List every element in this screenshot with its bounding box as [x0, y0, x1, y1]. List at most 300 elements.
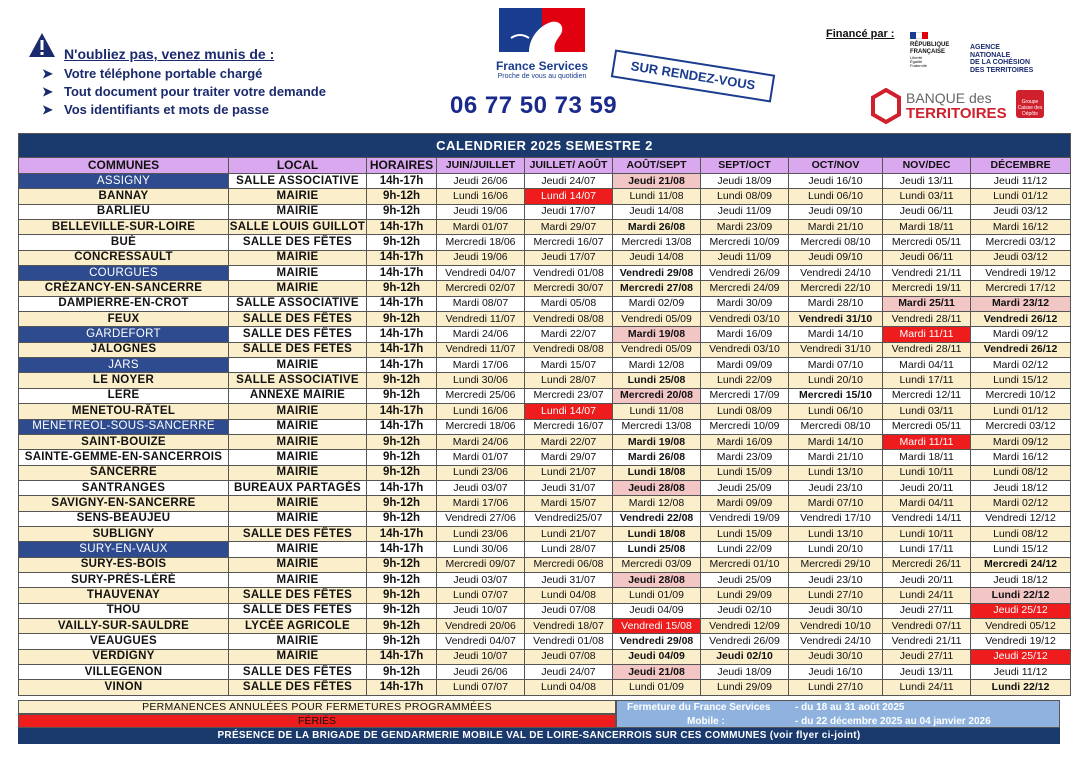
- date-cell: Jeudi 14/08: [613, 250, 701, 265]
- date-cell: Jeudi 23/10: [789, 572, 883, 587]
- date-cell: Vendredi 15/08: [613, 618, 701, 633]
- date-cell: Lundi 10/11: [883, 465, 971, 480]
- commune-cell: BANNAY: [19, 189, 229, 204]
- date-cell: Vendredi 22/08: [613, 511, 701, 526]
- date-cell: Jeudi 04/09: [613, 649, 701, 664]
- date-cell: Lundi 11/08: [613, 404, 701, 419]
- date-cell: Vendredi 26/09: [701, 266, 789, 281]
- date-cell: Vendredi 26/12: [971, 342, 1071, 357]
- date-cell: Vendredi 12/12: [971, 511, 1071, 526]
- date-cell: Vendredi25/07: [525, 511, 613, 526]
- republique-francaise-logo: RÉPUBLIQUE FRANÇAISE Liberté Égalité Fraternité: [910, 32, 966, 68]
- local-cell: SALLE DES FÊTES: [229, 588, 367, 603]
- date-cell: Mardi 25/11: [883, 296, 971, 311]
- date-cell: Lundi 01/09: [613, 680, 701, 695]
- date-cell: Mercredi 19/11: [883, 281, 971, 296]
- date-cell: Jeudi 13/11: [883, 174, 971, 189]
- calendar-title: CALENDRIER 2025 SEMESTRE 2: [19, 134, 1071, 158]
- arrow-bullet-icon: ➤: [42, 84, 53, 99]
- arrow-bullet-icon: ➤: [42, 102, 53, 117]
- date-cell: Vendredi 04/07: [437, 634, 525, 649]
- date-cell: Lundi 16/06: [437, 189, 525, 204]
- local-cell: SALLE ASSOCIATIVE: [229, 373, 367, 388]
- date-cell: Mardi 02/09: [613, 296, 701, 311]
- date-cell: Mardi 15/07: [525, 358, 613, 373]
- date-cell: Jeudi 20/11: [883, 572, 971, 587]
- date-cell: Mardi 23/09: [701, 450, 789, 465]
- local-cell: MAIRIE: [229, 450, 367, 465]
- date-cell: Vendredi 29/08: [613, 266, 701, 281]
- local-cell: SALLE DES FÊTES: [229, 526, 367, 541]
- date-cell: Mardi 11/11: [883, 434, 971, 449]
- date-cell: Lundi 20/10: [789, 542, 883, 557]
- date-cell: Mardi 16/09: [701, 434, 789, 449]
- hours-cell: 9h-12h: [367, 235, 437, 250]
- local-cell: SALLE DES FÊTES: [229, 327, 367, 342]
- date-cell: Jeudi 17/07: [525, 204, 613, 219]
- hexagon-logo-icon: [870, 88, 902, 124]
- date-cell: Lundi 08/12: [971, 526, 1071, 541]
- date-cell: Mardi 12/08: [613, 496, 701, 511]
- date-cell: Jeudi 19/06: [437, 250, 525, 265]
- local-cell: MAIRIE: [229, 496, 367, 511]
- france-services-logo: [492, 8, 592, 80]
- date-cell: Vendredi 03/10: [701, 312, 789, 327]
- date-cell: Lundi 27/10: [789, 680, 883, 695]
- date-cell: Mercredi 06/08: [525, 557, 613, 572]
- date-cell: Lundi 07/07: [437, 680, 525, 695]
- table-row: [19, 404, 1071, 419]
- date-cell: Lundi 22/09: [701, 542, 789, 557]
- local-cell: MAIRIE: [229, 281, 367, 296]
- table-row: [19, 189, 1071, 204]
- table-row: [19, 220, 1071, 235]
- date-cell: Mardi 09/09: [701, 496, 789, 511]
- hours-cell: 9h-12h: [367, 603, 437, 618]
- local-cell: SALLE DES FÊTES: [229, 342, 367, 357]
- date-cell: Mercredi 17/09: [701, 388, 789, 403]
- column-header: JUILLET/ AOÛT: [525, 158, 613, 174]
- commune-cell: SURY-ÈS-BOIS: [19, 557, 229, 572]
- date-cell: Mardi 11/11: [883, 327, 971, 342]
- date-cell: Jeudi 03/07: [437, 480, 525, 495]
- hours-cell: 9h-12h: [367, 511, 437, 526]
- date-cell: Lundi 16/06: [437, 404, 525, 419]
- date-cell: Lundi 13/10: [789, 465, 883, 480]
- commune-cell: THAUVENAY: [19, 588, 229, 603]
- date-cell: Vendredi 04/07: [437, 266, 525, 281]
- column-header: AOÛT/SEPT: [613, 158, 701, 174]
- commune-cell: SAVIGNY-EN-SANCERRE: [19, 496, 229, 511]
- date-cell: Mercredi 18/06: [437, 235, 525, 250]
- date-cell: Jeudi 14/08: [613, 204, 701, 219]
- local-cell: SALLE ASSOCIATIVE: [229, 174, 367, 189]
- date-cell: Lundi 23/06: [437, 526, 525, 541]
- column-header: JUIN/JUILLET: [437, 158, 525, 174]
- table-row: [19, 388, 1071, 403]
- date-cell: Lundi 17/11: [883, 542, 971, 557]
- hours-cell: 9h-12h: [367, 388, 437, 403]
- date-cell: Jeudi 03/07: [437, 572, 525, 587]
- table-row: [19, 665, 1071, 680]
- local-cell: MAIRIE: [229, 634, 367, 649]
- calendar-table: [18, 133, 1071, 696]
- date-cell: Jeudi 28/08: [613, 480, 701, 495]
- date-cell: Lundi 08/09: [701, 189, 789, 204]
- date-cell: Jeudi 21/08: [613, 665, 701, 680]
- date-cell: Vendredi 08/08: [525, 342, 613, 357]
- date-cell: Mardi 18/11: [883, 450, 971, 465]
- date-cell: Lundi 14/07: [525, 404, 613, 419]
- table-row: [19, 434, 1071, 449]
- table-row: [19, 450, 1071, 465]
- date-cell: Jeudi 07/08: [525, 649, 613, 664]
- date-cell: Mardi 19/08: [613, 434, 701, 449]
- date-cell: Vendredi 20/06: [437, 618, 525, 633]
- date-cell: Mardi 19/08: [613, 327, 701, 342]
- date-cell: Vendredi 17/10: [789, 511, 883, 526]
- date-cell: Jeudi 03/12: [971, 250, 1071, 265]
- date-cell: Lundi 10/11: [883, 526, 971, 541]
- table-row: [19, 588, 1071, 603]
- date-cell: Lundi 17/11: [883, 373, 971, 388]
- date-cell: Jeudi 11/09: [701, 204, 789, 219]
- hours-cell: 9h-12h: [367, 572, 437, 587]
- commune-cell: VEAUGUES: [19, 634, 229, 649]
- date-cell: Jeudi 25/09: [701, 572, 789, 587]
- hours-cell: 14h-17h: [367, 649, 437, 664]
- date-cell: Jeudi 27/11: [883, 603, 971, 618]
- reminder-item: ➤ Tout document pour traiter votre demande: [42, 84, 326, 99]
- table-row: [19, 680, 1071, 695]
- hours-cell: 9h-12h: [367, 312, 437, 327]
- table-row: [19, 281, 1071, 296]
- date-cell: Jeudi 25/09: [701, 480, 789, 495]
- local-cell: SALLE LOUIS GUILLOT: [229, 220, 367, 235]
- legend-cancelled: PERMANENCES ANNULÉES POUR FERMETURES PROGRAMMÉES: [18, 700, 616, 714]
- date-cell: Vendredi 11/07: [437, 342, 525, 357]
- date-cell: Lundi 24/11: [883, 588, 971, 603]
- reminder-title: N'oubliez pas, venez munis de :: [64, 46, 275, 62]
- date-cell: Mercredi 27/08: [613, 281, 701, 296]
- legend: [18, 700, 1060, 746]
- date-cell: Mardi 09/12: [971, 434, 1071, 449]
- local-cell: SALLE DES FÊTES: [229, 665, 367, 680]
- date-cell: Lundi 06/10: [789, 404, 883, 419]
- date-cell: Lundi 18/08: [613, 465, 701, 480]
- caisse-des-depots-logo: Groupe Caisse des Dépôts: [1016, 90, 1044, 118]
- hours-cell: 9h-12h: [367, 634, 437, 649]
- date-cell: Jeudi 10/07: [437, 603, 525, 618]
- date-cell: Mardi 28/10: [789, 296, 883, 311]
- anct-logo: AGENCE NATIONALE DE LA COHÉSION DES TERRITOIRES: [970, 44, 1034, 74]
- date-cell: Mercredi 20/08: [613, 388, 701, 403]
- date-cell: Mercredi 05/11: [883, 235, 971, 250]
- date-cell: Lundi 25/08: [613, 542, 701, 557]
- local-cell: MAIRIE: [229, 557, 367, 572]
- date-cell: Mardi 02/12: [971, 358, 1071, 373]
- date-cell: Jeudi 02/10: [701, 649, 789, 664]
- date-cell: Mercredi 17/12: [971, 281, 1071, 296]
- table-row: [19, 526, 1071, 541]
- date-cell: Jeudi 31/07: [525, 572, 613, 587]
- table-row: [19, 572, 1071, 587]
- appointment-stamp: SUR RENDEZ-VOUS: [611, 50, 775, 103]
- local-cell: MAIRIE: [229, 189, 367, 204]
- date-cell: Mercredi 26/11: [883, 557, 971, 572]
- date-cell: Vendredi 19/12: [971, 634, 1071, 649]
- date-cell: Jeudi 11/09: [701, 250, 789, 265]
- date-cell: Jeudi 24/07: [525, 174, 613, 189]
- commune-cell: SANCERRE: [19, 465, 229, 480]
- date-cell: Mardi 07/10: [789, 496, 883, 511]
- table-row: [19, 634, 1071, 649]
- date-cell: Mercredi 22/10: [789, 281, 883, 296]
- date-cell: Mardi 24/06: [437, 327, 525, 342]
- hours-cell: 9h-12h: [367, 434, 437, 449]
- date-cell: Lundi 04/08: [525, 680, 613, 695]
- date-cell: Vendredi 27/06: [437, 511, 525, 526]
- column-header: LOCAL: [229, 158, 367, 174]
- hours-cell: 14h-17h: [367, 680, 437, 695]
- table-row: [19, 235, 1071, 250]
- date-cell: Jeudi 04/09: [613, 603, 701, 618]
- local-cell: SALLE ASSOCIATIVE: [229, 296, 367, 311]
- commune-cell: JARS: [19, 358, 229, 373]
- local-cell: MAIRIE: [229, 419, 367, 434]
- commune-cell: SAINTE-GEMME-EN-SANCERROIS: [19, 450, 229, 465]
- date-cell: Mardi 24/06: [437, 434, 525, 449]
- local-cell: SALLE DES FÊTES: [229, 312, 367, 327]
- date-cell: Mardi 02/12: [971, 496, 1071, 511]
- date-cell: Jeudi 09/10: [789, 250, 883, 265]
- local-cell: MAIRIE: [229, 649, 367, 664]
- commune-cell: CRÉZANCY-EN-SANCERRE: [19, 281, 229, 296]
- date-cell: Jeudi 11/12: [971, 174, 1071, 189]
- local-cell: MAIRIE: [229, 204, 367, 219]
- table-row: [19, 358, 1071, 373]
- date-cell: Mercredi 10/12: [971, 388, 1071, 403]
- table-row: [19, 465, 1071, 480]
- banque-des-territoires-logo: [870, 86, 1046, 126]
- date-cell: Vendredi 29/08: [613, 634, 701, 649]
- date-cell: Jeudi 16/10: [789, 174, 883, 189]
- calendar-body: [19, 174, 1071, 696]
- date-cell: Vendredi 11/07: [437, 312, 525, 327]
- commune-cell: MÉNÉTRÉOL-SOUS-SANCERRE: [19, 419, 229, 434]
- date-cell: Jeudi 25/12: [971, 649, 1071, 664]
- date-cell: Lundi 01/09: [613, 588, 701, 603]
- hours-cell: 14h-17h: [367, 480, 437, 495]
- date-cell: Lundi 01/12: [971, 189, 1071, 204]
- date-cell: Mardi 16/09: [701, 327, 789, 342]
- date-cell: Vendredi 19/09: [701, 511, 789, 526]
- date-cell: Vendredi 18/07: [525, 618, 613, 633]
- date-cell: Mercredi 16/07: [525, 419, 613, 434]
- commune-cell: CONCRESSAULT: [19, 250, 229, 265]
- date-cell: Lundi 25/08: [613, 373, 701, 388]
- column-header-row: [19, 158, 1071, 174]
- date-cell: Mardi 29/07: [525, 450, 613, 465]
- date-cell: Mardi 07/10: [789, 358, 883, 373]
- table-row: [19, 557, 1071, 572]
- date-cell: Jeudi 03/12: [971, 204, 1071, 219]
- local-cell: BUREAUX PARTAGÉS: [229, 480, 367, 495]
- column-header: OCT/NOV: [789, 158, 883, 174]
- phone-number[interactable]: 06 77 50 73 59: [450, 92, 618, 119]
- local-cell: SALLE DES FÊTES: [229, 235, 367, 250]
- date-cell: Mardi 12/08: [613, 358, 701, 373]
- date-cell: Mardi 04/11: [883, 496, 971, 511]
- date-cell: Lundi 22/12: [971, 588, 1071, 603]
- hours-cell: 9h-12h: [367, 281, 437, 296]
- date-cell: Mercredi 24/12: [971, 557, 1071, 572]
- date-cell: Mardi 16/12: [971, 220, 1071, 235]
- date-cell: Jeudi 02/10: [701, 603, 789, 618]
- hours-cell: 14h-17h: [367, 404, 437, 419]
- date-cell: Mardi 18/11: [883, 220, 971, 235]
- date-cell: Mardi 14/10: [789, 327, 883, 342]
- date-cell: Jeudi 26/06: [437, 174, 525, 189]
- table-row: [19, 603, 1071, 618]
- date-cell: Vendredi 26/12: [971, 312, 1071, 327]
- date-cell: Mardi 21/10: [789, 220, 883, 235]
- hours-cell: 14h-17h: [367, 526, 437, 541]
- date-cell: Mardi 17/06: [437, 496, 525, 511]
- table-row: [19, 511, 1071, 526]
- date-cell: Mercredi 10/09: [701, 419, 789, 434]
- date-cell: Lundi 28/07: [525, 542, 613, 557]
- hours-cell: 14h-17h: [367, 266, 437, 281]
- page-header: [0, 0, 1080, 134]
- date-cell: Mercredi 09/07: [437, 557, 525, 572]
- date-cell: Lundi 30/06: [437, 373, 525, 388]
- table-row: [19, 480, 1071, 495]
- date-cell: Jeudi 30/10: [789, 649, 883, 664]
- commune-cell: SAINT-BOUIZE: [19, 434, 229, 449]
- date-cell: Mardi 01/07: [437, 450, 525, 465]
- commune-cell: BUÉ: [19, 235, 229, 250]
- date-cell: Lundi 13/10: [789, 526, 883, 541]
- date-cell: Vendredi 12/09: [701, 618, 789, 633]
- local-cell: ANNEXE MAIRIE: [229, 388, 367, 403]
- arrow-bullet-icon: ➤: [42, 66, 53, 81]
- commune-cell: THOU: [19, 603, 229, 618]
- date-cell: Mardi 09/09: [701, 358, 789, 373]
- date-cell: Mercredi 03/09: [613, 557, 701, 572]
- date-cell: Mercredi 23/07: [525, 388, 613, 403]
- date-cell: Lundi 15/09: [701, 465, 789, 480]
- local-cell: MAIRIE: [229, 465, 367, 480]
- hours-cell: 9h-12h: [367, 204, 437, 219]
- date-cell: Jeudi 07/08: [525, 603, 613, 618]
- date-cell: Lundi 03/11: [883, 404, 971, 419]
- hours-cell: 14h-17h: [367, 250, 437, 265]
- hours-cell: 9h-12h: [367, 450, 437, 465]
- commune-cell: SUBLIGNY: [19, 526, 229, 541]
- table-row: [19, 342, 1071, 357]
- hours-cell: 14h-17h: [367, 358, 437, 373]
- date-cell: Vendredi 28/11: [883, 342, 971, 357]
- legend-holidays: FÉRIÉS: [18, 714, 616, 728]
- date-cell: Jeudi 24/07: [525, 665, 613, 680]
- date-cell: Mardi 22/07: [525, 434, 613, 449]
- table-row: [19, 496, 1071, 511]
- commune-cell: BARLIEU: [19, 204, 229, 219]
- table-row: [19, 250, 1071, 265]
- date-cell: Jeudi 18/09: [701, 665, 789, 680]
- date-cell: Vendredi 31/10: [789, 312, 883, 327]
- hours-cell: 9h-12h: [367, 465, 437, 480]
- date-cell: Vendredi 28/11: [883, 312, 971, 327]
- date-cell: Jeudi 06/11: [883, 204, 971, 219]
- date-cell: Mardi 26/08: [613, 450, 701, 465]
- local-cell: LYCÉE AGRICOLE: [229, 618, 367, 633]
- date-cell: Lundi 08/09: [701, 404, 789, 419]
- hours-cell: 9h-12h: [367, 665, 437, 680]
- date-cell: Mercredi 13/08: [613, 419, 701, 434]
- hours-cell: 14h-17h: [367, 327, 437, 342]
- date-cell: Vendredi 07/11: [883, 618, 971, 633]
- commune-cell: MENETOU-RÂTEL: [19, 404, 229, 419]
- commune-cell: LÉRÉ: [19, 388, 229, 403]
- local-cell: SALLE DES FÊTES: [229, 603, 367, 618]
- date-cell: Mardi 16/12: [971, 450, 1071, 465]
- hours-cell: 14h-17h: [367, 220, 437, 235]
- date-cell: Mardi 29/07: [525, 220, 613, 235]
- column-header: HORAIRES: [367, 158, 437, 174]
- date-cell: Vendredi 05/09: [613, 342, 701, 357]
- date-cell: Vendredi 05/09: [613, 312, 701, 327]
- gendarmerie-banner: PRÉSENCE DE LA BRIGADE DE GENDARMERIE MOBILE VAL DE LOIRE-SANCERROIS SUR CES COMMUNES (voir flyer ci-joint): [18, 728, 1060, 744]
- hours-cell: 9h-12h: [367, 496, 437, 511]
- table-row: [19, 618, 1071, 633]
- date-cell: Mercredi 16/07: [525, 235, 613, 250]
- commune-cell: VILLEGENON: [19, 665, 229, 680]
- local-cell: MAIRIE: [229, 358, 367, 373]
- reminder-item: ➤ Votre téléphone portable chargé: [42, 66, 263, 81]
- table-row: [19, 649, 1071, 664]
- date-cell: Mardi 09/12: [971, 327, 1071, 342]
- date-cell: Jeudi 31/07: [525, 480, 613, 495]
- date-cell: Mercredi 03/12: [971, 235, 1071, 250]
- local-cell: MAIRIE: [229, 572, 367, 587]
- logo-name: France Services: [495, 59, 589, 73]
- date-cell: Lundi 07/07: [437, 588, 525, 603]
- date-cell: Lundi 11/08: [613, 189, 701, 204]
- table-row: [19, 204, 1071, 219]
- date-cell: Mercredi 12/11: [883, 388, 971, 403]
- date-cell: Jeudi 10/07: [437, 649, 525, 664]
- hours-cell: 9h-12h: [367, 557, 437, 572]
- date-cell: Jeudi 30/10: [789, 603, 883, 618]
- date-cell: Jeudi 18/12: [971, 480, 1071, 495]
- column-header: COMMUNES: [19, 158, 229, 174]
- column-header: DÉCEMBRE: [971, 158, 1071, 174]
- date-cell: Jeudi 11/12: [971, 665, 1071, 680]
- hours-cell: 9h-12h: [367, 588, 437, 603]
- date-cell: Mercredi 15/10: [789, 388, 883, 403]
- commune-cell: LE NOYER: [19, 373, 229, 388]
- calendar-title-row: [19, 134, 1071, 158]
- date-cell: Lundi 21/07: [525, 526, 613, 541]
- table-row: [19, 542, 1071, 557]
- commune-cell: GARDEFORT: [19, 327, 229, 342]
- date-cell: Mardi 01/07: [437, 220, 525, 235]
- date-cell: Lundi 24/11: [883, 680, 971, 695]
- hours-cell: 9h-12h: [367, 373, 437, 388]
- table-row: [19, 327, 1071, 342]
